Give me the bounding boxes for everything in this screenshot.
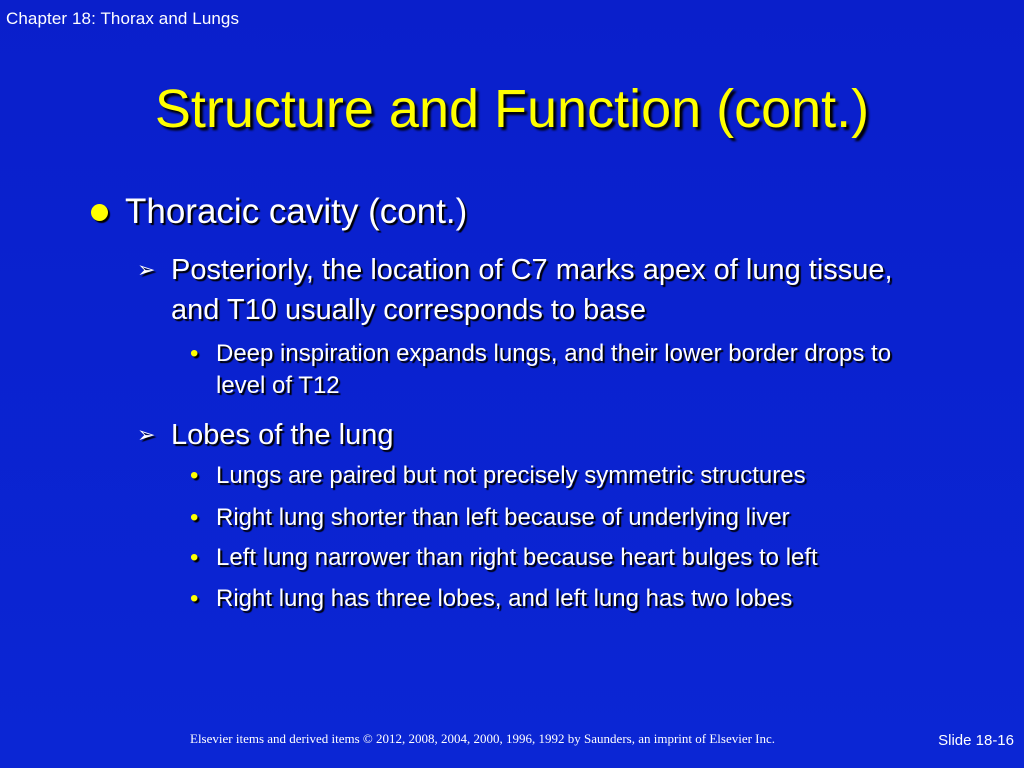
small-dot-icon: • <box>190 504 199 531</box>
bullet-level1-text: Thoracic cavity (cont.) <box>125 192 468 231</box>
slide-number: Slide 18-16 <box>938 732 1014 749</box>
bullet-level2-text: Lobes of the lung <box>171 419 394 451</box>
arrowhead-icon: ➢ <box>137 257 156 282</box>
bullet-level3-item <box>190 502 936 534</box>
copyright-footer: Elsevier items and derived items © 2012, 2008, 2004, 2000, 1996, 1992 by Saunders, an imprint of Elsevier Inc. <box>190 731 776 746</box>
bullet-level3-item <box>190 460 936 492</box>
bullet-level2-item <box>137 250 931 330</box>
bullet-level3-text: Lungs are paired but not precisely symmetric structures <box>216 462 806 489</box>
bullet-level3-item <box>190 583 936 615</box>
bullet-level2-item <box>137 415 931 455</box>
bullet-level3-item <box>190 542 936 574</box>
small-dot-icon: • <box>190 462 199 489</box>
small-dot-icon: • <box>190 340 199 367</box>
bullet-level2-text: Posteriorly, the location of C7 marks apex of lung tissue, and T10 usually corresponds to base <box>171 254 893 326</box>
bullet-level3-item <box>190 338 936 402</box>
chapter-label: Chapter 18: Thorax and Lungs <box>6 9 240 28</box>
bullet-level3-text: Deep inspiration expands lungs, and their lower border drops to level of T12 <box>216 340 892 399</box>
small-dot-icon: • <box>190 585 199 612</box>
bullet-level1 <box>84 192 467 232</box>
yellow-dot-icon <box>91 204 108 221</box>
bullet-level3-text: Right lung has three lobes, and left lung has two lobes <box>216 585 793 612</box>
slide-title: Structure and Function (cont.) <box>154 79 870 139</box>
small-dot-icon: • <box>190 544 199 571</box>
arrowhead-icon: ➢ <box>137 422 156 447</box>
bullet-level3-text: Right lung shorter than left because of underlying liver <box>216 504 790 531</box>
bullet-level3-text: Left lung narrower than right because heart bulges to left <box>216 544 818 571</box>
